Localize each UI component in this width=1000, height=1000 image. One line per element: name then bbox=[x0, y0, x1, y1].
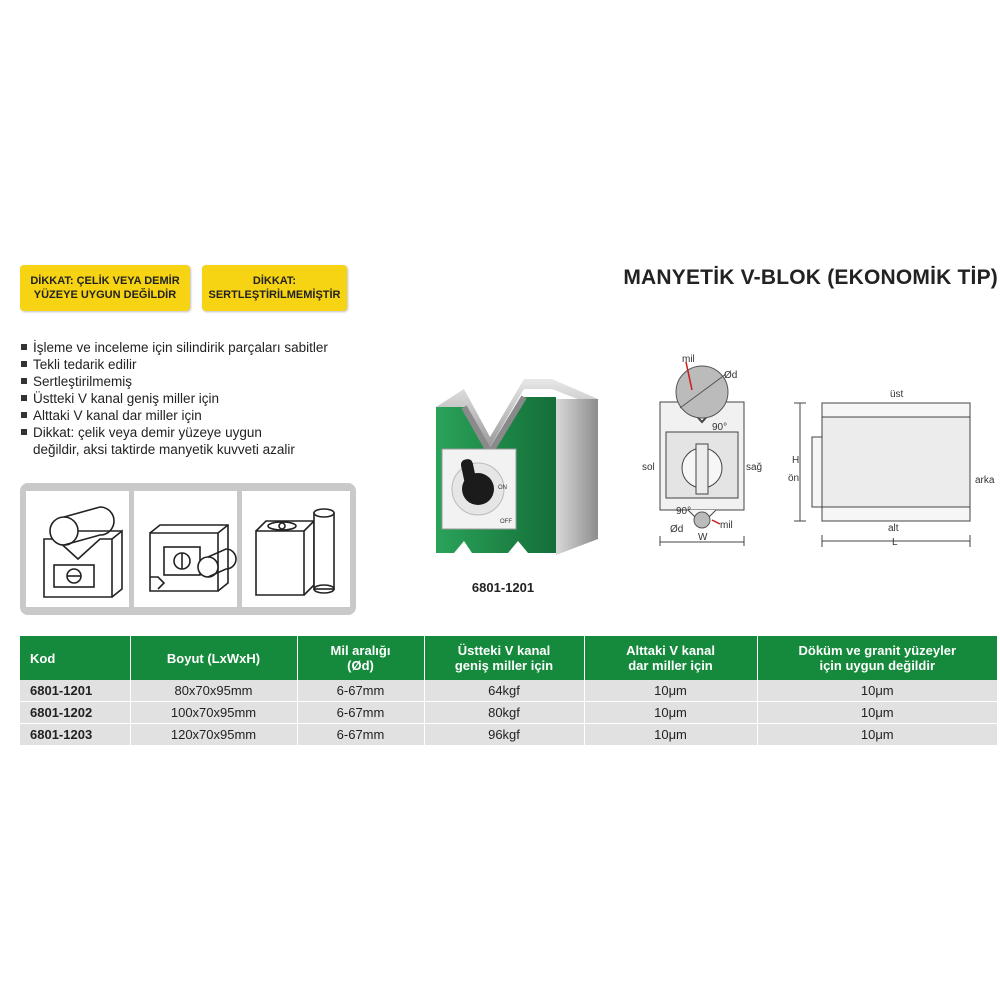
small-shaft-icon bbox=[134, 491, 237, 607]
length-label: L bbox=[892, 537, 898, 548]
badge-line: DİKKAT: bbox=[252, 275, 297, 287]
feature-item: Tekli tedarik edilir bbox=[20, 356, 380, 373]
usage-large-shaft-illustration bbox=[26, 491, 129, 607]
diameter-top-label: Ød bbox=[724, 370, 738, 381]
header-kod bbox=[20, 636, 130, 680]
header-text: geniş miller için bbox=[454, 658, 554, 673]
feature-item: Dikkat: çelik veya demir yüzeye uygun bbox=[20, 424, 380, 441]
angle-bottom-label: 90° bbox=[676, 506, 692, 517]
warning-badge-steel bbox=[20, 265, 190, 311]
front-label: ön bbox=[788, 473, 800, 484]
cell-surface: 10μm bbox=[860, 727, 894, 742]
right-label: sağ bbox=[746, 462, 763, 473]
front-view-diagram bbox=[640, 350, 780, 550]
back-label: arka bbox=[975, 475, 995, 486]
base-mount-icon bbox=[242, 491, 350, 607]
cell-range: 6-67mm bbox=[297, 702, 424, 724]
cell-size: 80x70x95mm bbox=[130, 680, 297, 702]
header-surface bbox=[757, 636, 997, 680]
header-text: Boyut (LxWxH) bbox=[166, 650, 261, 666]
header-text: için uygun değildir bbox=[819, 658, 936, 673]
feature-item: Alttaki V kanal dar miller için bbox=[20, 407, 380, 424]
bottom-label: alt bbox=[888, 523, 899, 534]
header-bottom-channel bbox=[584, 636, 757, 680]
header-top-channel bbox=[424, 636, 584, 680]
badge-line: YÜZEYE UYGUN DEĞİLDİR bbox=[33, 289, 177, 301]
table-row bbox=[20, 680, 997, 702]
page-title: MANYETİK V-BLOK (EKONOMİK TİP) bbox=[623, 266, 998, 289]
left-label: sol bbox=[642, 462, 655, 473]
usage-base-mount-illustration bbox=[242, 491, 350, 607]
cell-code: 6801-1201 bbox=[20, 680, 130, 702]
header-text: Üstteki V kanal bbox=[457, 643, 551, 658]
header-text: Mil aralığı bbox=[330, 643, 391, 658]
warning-badge-unhardened bbox=[202, 265, 347, 311]
feature-item: Sertleştirilmemiş bbox=[20, 373, 380, 390]
header-text: Kod bbox=[30, 650, 56, 666]
table-header-row bbox=[20, 636, 997, 680]
cell-bottom-channel: 10μm bbox=[584, 680, 757, 702]
cell-surface: 10μm bbox=[860, 705, 894, 720]
mil-top-label: mil bbox=[682, 354, 695, 365]
badge-line: SERTLEŞTİRİLMEMİŞTİR bbox=[208, 289, 341, 301]
side-view-diagram bbox=[778, 385, 1000, 550]
cell-top-channel: 64kgf bbox=[424, 680, 584, 702]
top-label: üst bbox=[890, 389, 904, 400]
feature-item: Üstteki V kanal geniş miller için bbox=[20, 390, 380, 407]
table-row bbox=[20, 702, 997, 724]
header-text: Döküm ve granit yüzeyler bbox=[798, 643, 956, 658]
cell-top-channel: 80kgf bbox=[424, 702, 584, 724]
header-text: dar miller için bbox=[628, 658, 713, 673]
cell-bottom-channel: 10μm bbox=[584, 724, 757, 746]
usage-illustrations bbox=[20, 483, 356, 615]
cell-surface: 10μm bbox=[860, 683, 894, 698]
header-shaft-range bbox=[297, 636, 424, 680]
usage-small-shaft-illustration bbox=[134, 491, 237, 607]
header-text: (Ød) bbox=[347, 658, 374, 673]
badge-line: DİKKAT: ÇELİK VEYA DEMİR bbox=[30, 275, 180, 287]
dial-on-label: ON bbox=[498, 485, 507, 491]
cell-size: 120x70x95mm bbox=[130, 724, 297, 746]
cell-code: 6801-1202 bbox=[20, 702, 130, 724]
v-block-product-photo bbox=[428, 377, 608, 557]
dial-off-label: OFF bbox=[500, 519, 512, 525]
cell-range: 6-67mm bbox=[297, 724, 424, 746]
spec-table bbox=[20, 636, 997, 745]
header-size bbox=[130, 636, 297, 680]
cell-top-channel: 96kgf bbox=[424, 724, 584, 746]
diameter-bottom-label: Ød bbox=[670, 524, 684, 535]
width-label: W bbox=[698, 532, 708, 543]
header-text: Alttaki V kanal bbox=[626, 643, 715, 658]
feature-item: İşleme ve inceleme için silindirik parçaları sabitler bbox=[20, 339, 380, 356]
cell-bottom-channel: 10μm bbox=[584, 702, 757, 724]
angle-top-label: 90° bbox=[712, 422, 728, 433]
mil-bottom-label: mil bbox=[720, 520, 733, 531]
feature-list bbox=[20, 339, 380, 458]
product-model-caption: 6801-1201 bbox=[471, 580, 535, 595]
large-shaft-icon bbox=[26, 491, 129, 607]
cell-size: 100x70x95mm bbox=[130, 702, 297, 724]
feature-item-continuation: değildir, aksi taktirde manyetik kuvveti azalir bbox=[33, 442, 295, 457]
table-row bbox=[20, 724, 997, 746]
height-label: H bbox=[792, 455, 800, 466]
cell-range: 6-67mm bbox=[297, 680, 424, 702]
cell-code: 6801-1203 bbox=[20, 724, 130, 746]
